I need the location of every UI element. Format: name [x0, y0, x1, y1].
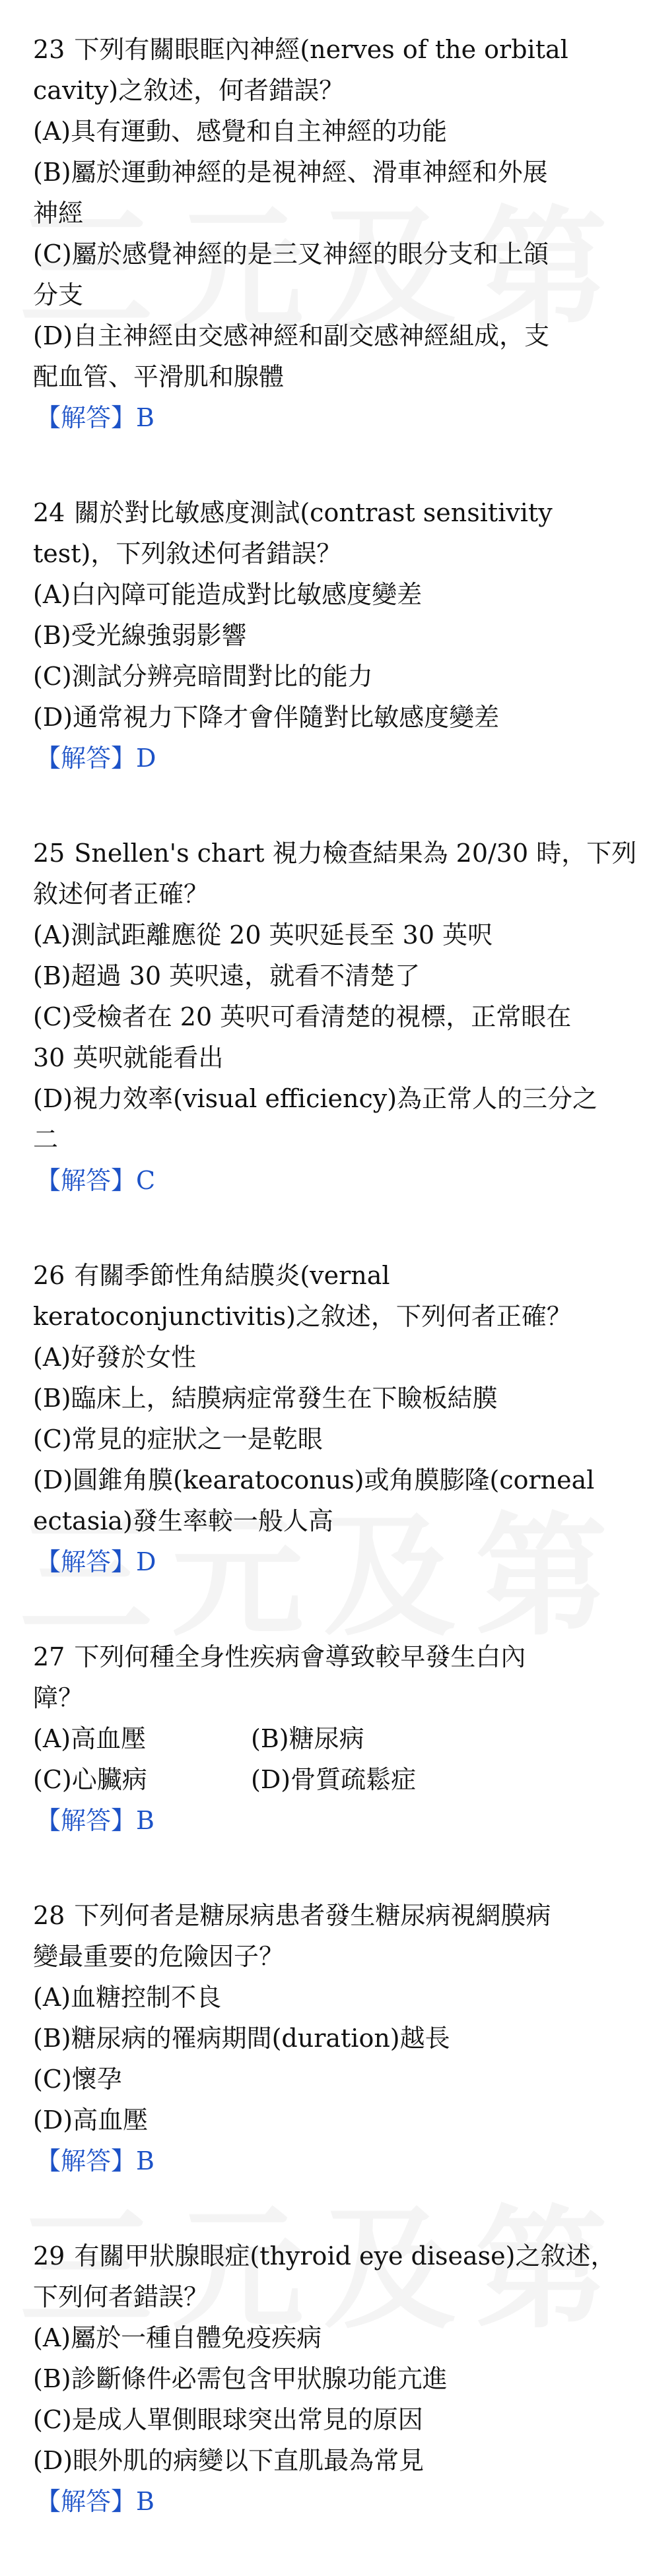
question-stem: 25 Snellen's chart 視力檢查結果為 20/30 時，下列 — [33, 839, 637, 868]
option-c: (C)懷孕 — [33, 2065, 122, 2094]
option-a: (A)具有運動、感覺和自主神經的功能 — [33, 117, 448, 146]
question-number: 25 — [33, 839, 65, 868]
option-a: (A)測試距離應從 20 英呎延長至 30 英呎 — [33, 920, 493, 950]
question-27 — [33, 1636, 627, 1841]
question-26 — [33, 1255, 627, 1582]
question-number: 23 — [33, 35, 65, 64]
option-d: (D)眼外肌的病變以下直肌最為常見 — [33, 2446, 425, 2475]
option-c: 30 英呎就能看出 — [33, 1043, 224, 1072]
option-d: 二 — [33, 1125, 59, 1154]
question-23 — [33, 29, 627, 438]
question-list — [33, 29, 637, 2576]
option-d: ectasia)發生率較一般人高 — [33, 1506, 333, 1535]
option-a: (A)好發於女性 — [33, 1343, 197, 1372]
answer-label: 【解答】B — [36, 1806, 154, 1835]
option-b: 神經 — [33, 199, 84, 228]
answer-label: 【解答】B — [36, 2487, 154, 2516]
option-b: (B)糖尿病 — [251, 1724, 364, 1753]
question-number: 29 — [33, 2241, 65, 2270]
question-stem: 24 關於對比敏感度測試(contrast sensitivity — [33, 498, 553, 527]
question-stem: 23 下列有關眼眶內神經(nerves of the orbital — [33, 35, 568, 64]
option-c: 分支 — [33, 280, 84, 309]
option-d: (D)視力效率(visual efficiency)為正常人的三分之 — [33, 1084, 598, 1113]
question-stem: 28 下列何者是糖尿病患者發生糖尿病視網膜病 — [33, 1901, 551, 1930]
option-b: (B)臨床上，結膜病症常發生在下瞼板結膜 — [33, 1384, 498, 1413]
option-d: 配血管、平滑肌和腺體 — [33, 362, 285, 391]
options-grid — [33, 1718, 627, 1800]
question-stem: 29 有關甲狀腺眼症(thyroid eye disease)之敘述， — [33, 2241, 616, 2270]
option-a: (A)屬於一種自體免疫疾病 — [33, 2323, 322, 2352]
question-stem: cavity)之敘述，何者錯誤？ — [33, 76, 345, 105]
question-24 — [33, 492, 627, 779]
option-c: (C)屬於感覺神經的是三叉神經的眼分支和上頜 — [33, 240, 549, 269]
question-29 — [33, 2236, 627, 2522]
option-b: (B)受光線強弱影響 — [33, 621, 247, 650]
question-stem: 變最重要的危險因子？ — [33, 1942, 285, 1971]
option-c: (C)受檢者在 20 英呎可看清楚的視標，正常眼在 — [33, 1002, 572, 1031]
question-25 — [33, 833, 637, 1201]
option-a: (A)白內障可能造成對比敏感度變差 — [33, 580, 423, 609]
option-b: (B)屬於運動神經的是視神經、滑車神經和外展 — [33, 158, 548, 187]
question-number: 26 — [33, 1261, 65, 1290]
question-stem: 敘述何者正確？ — [33, 880, 209, 909]
question-stem: 下列何者錯誤？ — [33, 2282, 209, 2311]
question-stem: keratoconjunctivitis)之敘述，下列何者正確？ — [33, 1302, 572, 1331]
option-b: (B)糖尿病的罹病期間(duration)越長 — [33, 2024, 450, 2053]
answer-label: 【解答】D — [36, 1547, 156, 1576]
option-b: (B)超過 30 英呎遠，就看不清楚了 — [33, 961, 421, 990]
question-number: 27 — [33, 1642, 65, 1671]
option-a: (A)血糖控制不良 — [33, 1983, 222, 2012]
question-stem: test)，下列敘述何者錯誤？ — [33, 539, 342, 568]
option-c: (C)心臟病 — [33, 1765, 147, 1794]
question-28 — [33, 1895, 627, 2181]
option-d: (D)通常視力下降才會伴隨對比敏感度變差 — [33, 703, 500, 732]
option-b: (B)診斷條件必需包含甲狀腺功能亢進 — [33, 2364, 448, 2393]
option-a: (A)高血壓 — [33, 1724, 147, 1753]
answer-label: 【解答】C — [36, 1166, 156, 1195]
question-number: 28 — [33, 1901, 65, 1930]
answer-label: 【解答】D — [36, 744, 156, 773]
question-stem: 障？ — [33, 1683, 84, 1712]
answer-label: 【解答】B — [36, 2146, 154, 2175]
option-d: (D)骨質疏鬆症 — [251, 1765, 417, 1794]
option-c: (C)測試分辨亮暗間對比的能力 — [33, 662, 373, 691]
option-c: (C)是成人單側眼球突出常見的原因 — [33, 2405, 423, 2434]
option-d: (D)圓錐角膜(kearatoconus)或角膜膨隆(corneal — [33, 1465, 595, 1495]
question-number: 24 — [33, 498, 65, 527]
answer-label: 【解答】B — [36, 403, 154, 432]
question-stem: 27 下列何種全身性疾病會導致較早發生白內 — [33, 1642, 526, 1671]
question-stem: 26 有關季節性角結膜炎(vernal — [33, 1261, 390, 1290]
option-d: (D)自主神經由交感神經和副交感神經組成，支 — [33, 321, 550, 350]
option-d: (D)高血壓 — [33, 2106, 149, 2135]
option-c: (C)常見的症狀之一是乾眼 — [33, 1425, 323, 1454]
